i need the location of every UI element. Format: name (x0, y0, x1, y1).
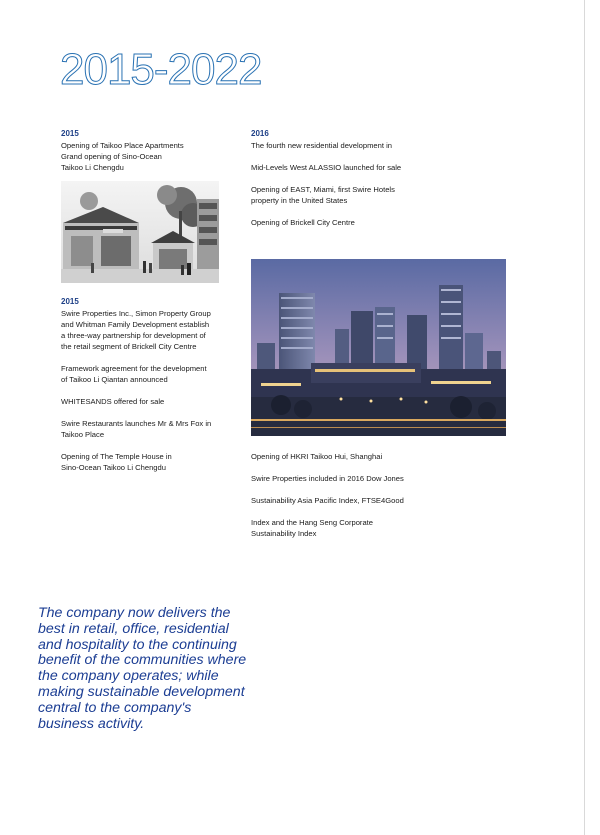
timeline-entry: WHITESANDS offered for sale (61, 397, 165, 406)
timeline-entry: Swire Restaurants launches Mr & Mrs Fox in (61, 419, 212, 428)
timeline-entry: Opening of HKRI Taikoo Hui, Shanghai (251, 452, 383, 461)
left-block-2015-a (61, 128, 241, 173)
left-block-2015-b (61, 296, 246, 473)
timeline-entry: the retail segment of Brickell City Centre (61, 342, 197, 351)
timeline-entry: property in the United States (251, 196, 348, 205)
photo-brickell-city-centre-illustration (251, 259, 506, 436)
timeline-entry: Grand opening of Sino-Ocean (61, 152, 162, 161)
timeline-entry: Taikoo Place (61, 430, 105, 439)
photo-taikoo-li-chengdu (61, 181, 219, 283)
timeline-entry: Sustainability Index (251, 529, 317, 538)
timeline-entry: of Taikoo Li Qiantan announced (61, 375, 168, 384)
year-label: 2015 (61, 129, 79, 138)
photo-brickell-city-centre (251, 259, 506, 436)
timeline-entry: Mid-Levels West ALASSIO launched for sale (251, 163, 402, 172)
page-edge-line (584, 0, 585, 835)
timeline-entry: Taikoo Li Chengdu (61, 163, 124, 172)
timeline-entry: Index and the Hang Seng Corporate (251, 518, 374, 527)
right-block-2016-continued (251, 451, 451, 539)
timeline-entry: Opening of Taikoo Place Apartments (61, 141, 184, 150)
timeline-entry: Sustainability Asia Pacific Index, FTSE4Good (251, 496, 404, 505)
year-label: 2015 (61, 297, 79, 306)
page-title: 2015-2022 (60, 45, 262, 94)
timeline-entry: The fourth new residential development in (251, 141, 392, 150)
timeline-entry: a three-way partnership for development of (61, 331, 206, 340)
timeline-entry: and Whitman Family Development establish (61, 320, 210, 329)
right-block-2016 (251, 128, 451, 228)
timeline-entry: Opening of Brickell City Centre (251, 218, 355, 227)
timeline-entry: Sino-Ocean Taikoo Li Chengdu (61, 463, 166, 472)
timeline-entry: Swire Properties Inc., Simon Property Group (61, 309, 211, 318)
timeline-entry: Opening of The Temple House in (61, 452, 172, 461)
timeline-entry: Opening of EAST, Miami, first Swire Hotels (251, 185, 395, 194)
timeline-entry: Swire Properties included in 2016 Dow Jones (251, 474, 404, 483)
photo-taikoo-li-chengdu-illustration (61, 181, 219, 283)
timeline-entry: Framework agreement for the development (61, 364, 207, 373)
year-label: 2016 (251, 129, 269, 138)
pull-quote: The company now delivers the best in retail, office, residential and hospitality to the continuing benefit of the communities where the company operates; while making sustainable development central to the company's business activity. (38, 605, 247, 732)
